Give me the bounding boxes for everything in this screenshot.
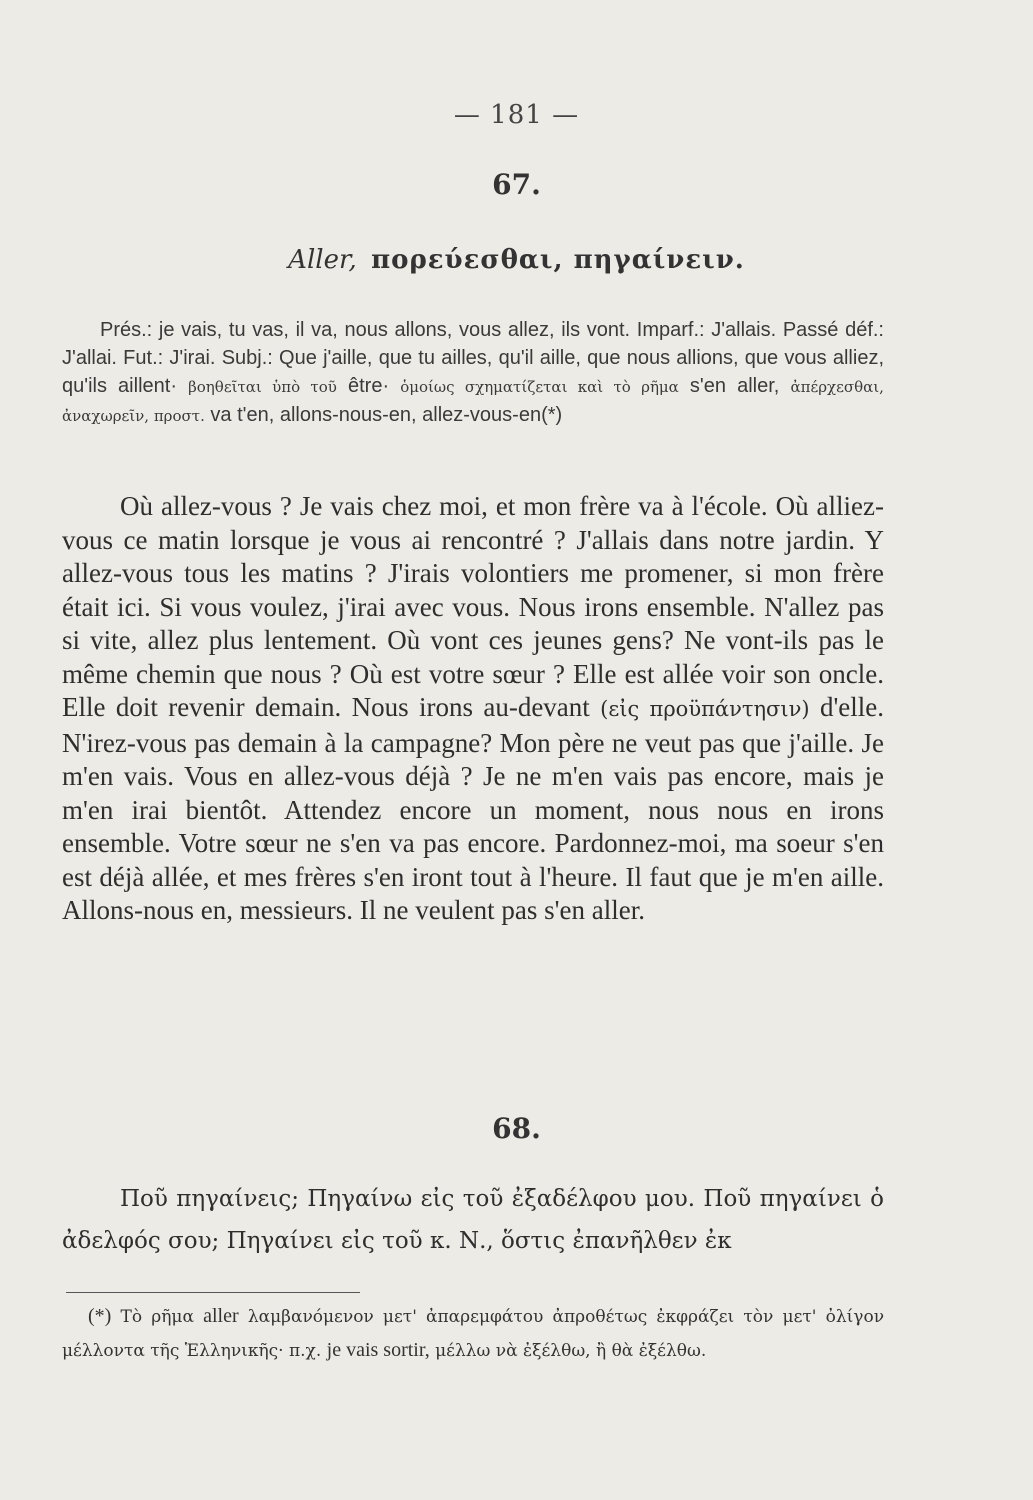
conjugation-text-4: va t'en, allons-nous-en, allez-vous-en(*): [210, 404, 563, 426]
greek-exercise-paragraph: Ποῦ πηγαίνεις; Πηγαίνω εἰς τοῦ ἐξαδέλφου μου. Ποῦ πηγαίνει ὁ ἀδελφός σου; Πηγαίνει εἰς τοῦ κ. Ν., ὅστις ἐπανῆλθεν ἐκ: [62, 1186, 884, 1254]
footnote-greek-3: μέλλω νὰ ἐξέλθω, ἢ θὰ ἐξέλθω.: [435, 1341, 707, 1361]
exercise-text-2: d'elle. N'irez-vous pas demain à la campagne? Mon père ne veut pas que j'aille. Je m'en vais. Vous en allez-vous déjà ? Je ne m'en vais pas encore, mais je m'en irai bientôt. Attendez encore un moment, nous nous en irons ensemble. Votre sœur ne s'en va pas encore. Pardonnez-moi, ma soeur s'en est déjà allée, et mes frères s'en iront tout à l'heure. Il faut que je m'en aille. Allons-nous en, messieurs. Il ne veulent pas s'en aller.: [62, 692, 885, 925]
footnote-french-1: aller: [203, 1305, 239, 1327]
section-number-67: 67.: [492, 168, 541, 201]
footnote-divider: [66, 1292, 360, 1293]
footnote-greek-1: Τὸ ρῆμα: [120, 1307, 194, 1327]
conjugation-text-1: Prés.: je vais, tu vas, il va, nous allons, vous allez, ils vont. Imparf.: J'allais. Passé déf.: J'allai. Fut.: J'irai. Subj.: Que j'aille, que tu ailles, qu'il aille, que nous allions, que vous alliez, qu'ils aillent·: [62, 319, 884, 397]
exercise-paragraph: [62, 490, 884, 928]
section-title: [0, 245, 1033, 275]
conjugation-text-2: être·: [347, 375, 390, 397]
footnote-mark: (*): [88, 1305, 112, 1327]
page-number: — 181 —: [453, 100, 580, 130]
conjugation-greek-2: ὁμοίως σχηματίζεται καὶ τὸ ρῆμα: [400, 378, 679, 396]
conjugation-text-3: s'en aller,: [689, 375, 780, 397]
conjugation-paragraph: [62, 316, 884, 430]
conjugation-greek-1: βοηθεῖται ὑπὸ τοῦ: [188, 378, 337, 396]
section-title-greek: πορεύεσθαι, πηγαίνειν.: [371, 245, 745, 275]
conjugation-greek-3: ἀπέρχεσθαι, ἀναχωρεῖν, προστ.: [62, 378, 884, 425]
footnote-french-2: je vais sortir,: [326, 1339, 430, 1361]
section-title-french: Aller,: [288, 245, 357, 275]
section-number-68: 68.: [492, 1112, 541, 1145]
footnote: [62, 1300, 884, 1368]
exercise-text-1: Où allez-vous ? Je vais chez moi, et mon frère va à l'école. Où alliez-vous ce matin lorsque je vous ai rencontré ? J'allais dans notre jardin. Y allez-vous tous les matins ? J'irais volontiers me promener, si mon frère était ici. Si vous voulez, j'irai avec vous. Nous irons ensemble. N'allez pas si vite, allez plus lentement. Où vont ces jeunes gens? Ne vont-ils pas le même chemin que nous ? Où est votre sœur ? Elle est allée voir son oncle. Elle doit revenir demain. Nous irons au-devant: [62, 491, 884, 722]
exercise-greek-gloss: (εἰς προϋπάντησιν): [600, 697, 810, 721]
footnote-greek-2: λαμβανόμενον μετ' ἀπαρεμφάτου ἀπροθέτως ἐκφράζει τὸν μετ' ὀλίγον μέλλοντα τῆς Ἑλληνικῆς· π.χ.: [62, 1307, 885, 1361]
